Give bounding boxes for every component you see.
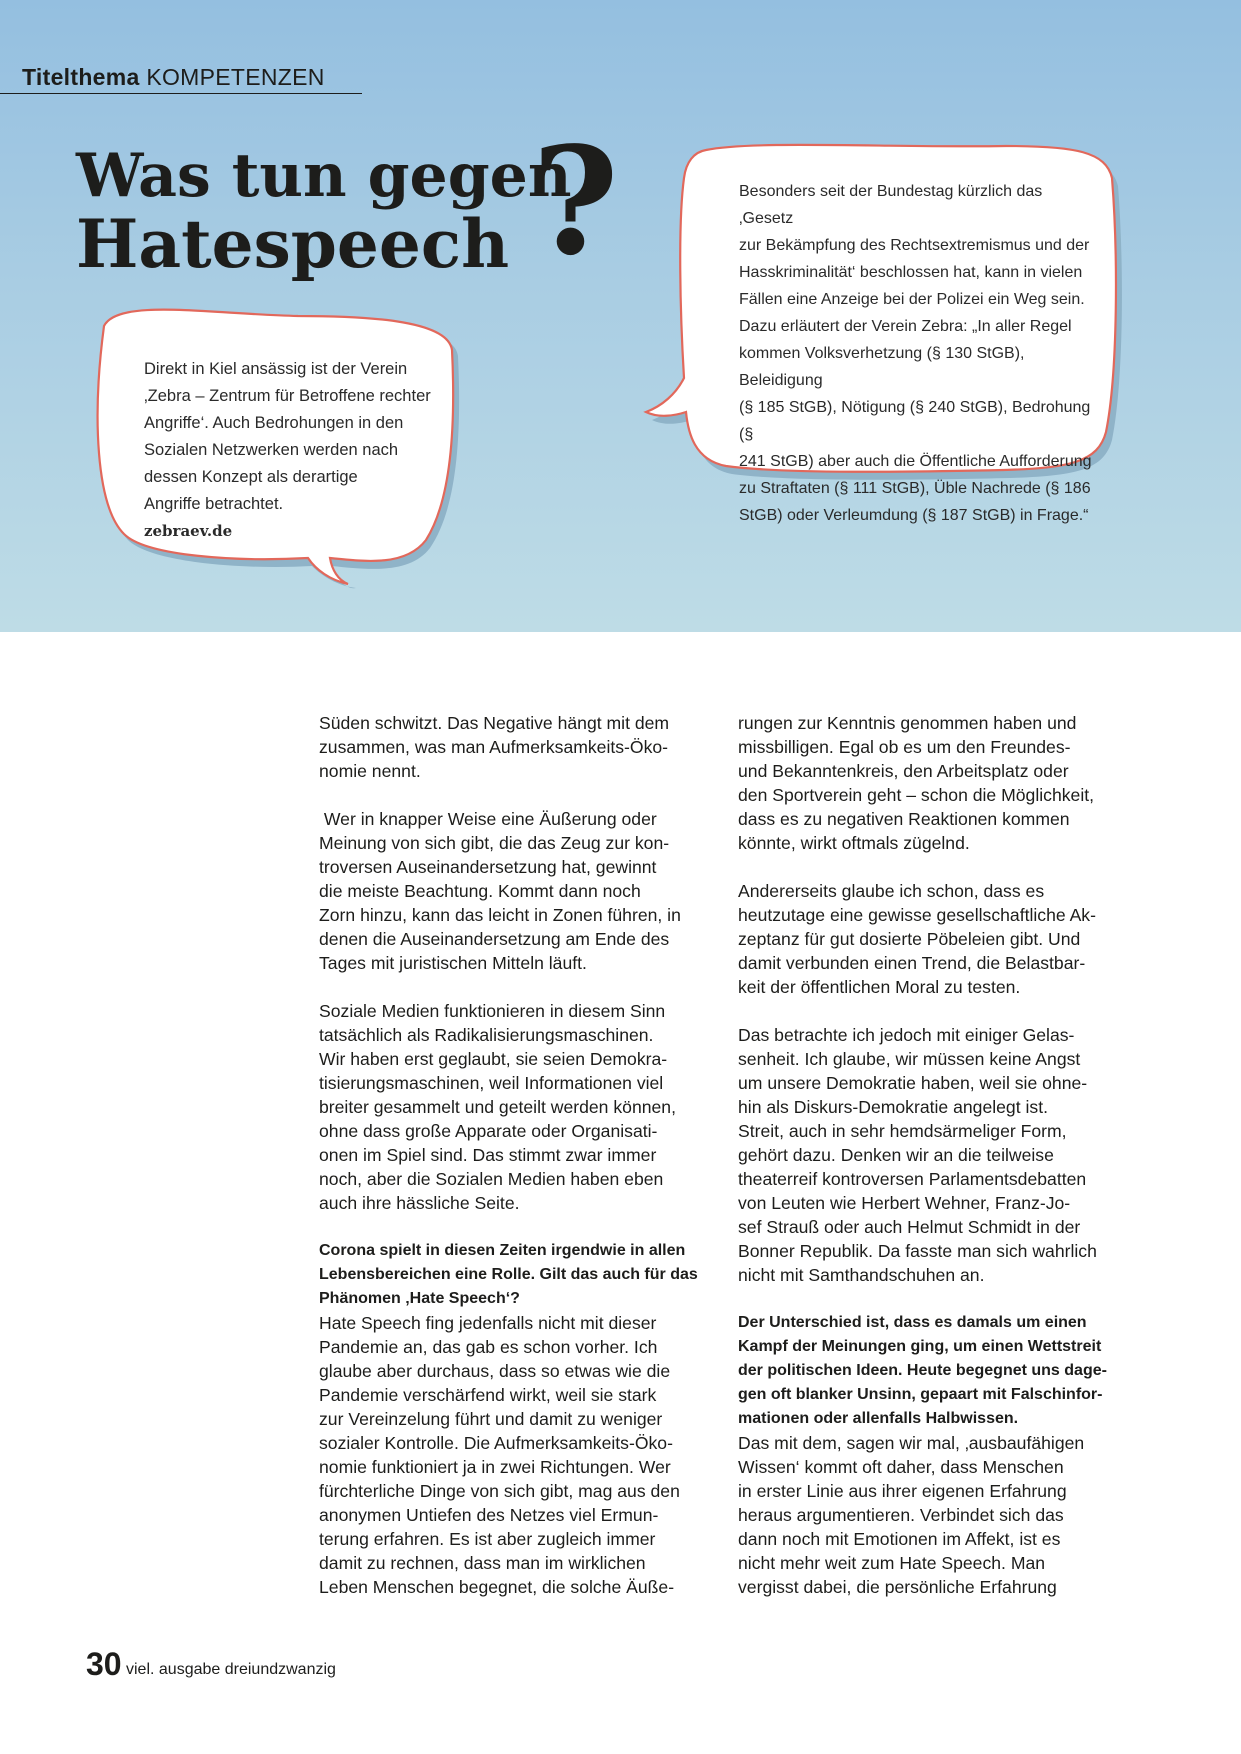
text-line: nicht mit Samthandschuhen an. (738, 1265, 985, 1285)
text-line: könnte, wirkt oftmals zügelnd. (738, 833, 970, 853)
text-line: und Bekanntenkreis, den Arbeitsplatz oder (738, 761, 1069, 781)
zebra-link[interactable]: zebraev.de (144, 522, 233, 540)
text-line: heutzutage eine gewisse gesellschaftliche Ak- (738, 905, 1096, 925)
right-bubble-text (739, 178, 1099, 529)
text-line: ohne dass große Apparate oder Organisati- (319, 1121, 658, 1141)
text-line: nicht mehr weit zum Hate Speech. Man (738, 1553, 1046, 1573)
text-line: senheit. Ich glaube, wir müssen keine Angst (738, 1049, 1081, 1069)
text-line: mationen oder allenfalls Halbwissen. (738, 1410, 1019, 1427)
text-line: onen im Spiel sind. Das stimmt zwar immer (319, 1145, 657, 1165)
text-line: troversen Auseinandersetzung hat, gewinnt (319, 857, 657, 877)
right-bubble-line: zur Bekämpfung des Rechtsextremismus und der (739, 237, 1090, 254)
headline-line-2: Hatespeech (76, 205, 510, 283)
right-bubble-line: Fällen eine Anzeige bei der Polizei ein Weg sein. (739, 291, 1085, 308)
text-line: Pandemie an, das gab es schon vorher. Ich (319, 1337, 658, 1357)
text-line: der politischen Ideen. Heute begegnet uns dage- (738, 1362, 1107, 1379)
text-line: Der Unterschied ist, dass es damals um einen (738, 1314, 1087, 1331)
right-bubble-line: kommen Volksverhetzung (§ 130 StGB), Beleidigung (739, 345, 1025, 389)
text-line: Meinung von sich gibt, die das Zeug zur kon- (319, 833, 670, 853)
headline-question-mark: ? (532, 114, 619, 288)
right-bubble-line: zu Straftaten (§ 111 StGB), Üble Nachrede (§ 186 (739, 480, 1091, 497)
text-line: heraus argumentieren. Verbindet sich das (738, 1505, 1064, 1525)
right-bubble-line: 241 StGB) aber auch die Öffentliche Aufforderung (739, 453, 1092, 470)
text-line: glaube aber durchaus, dass so etwas wie die (319, 1361, 671, 1381)
text-line: theaterreif kontroversen Parlamentsdebatten (738, 1169, 1087, 1189)
text-line: damit zu rechnen, dass man im wirklichen (319, 1553, 646, 1573)
text-line: tatsächlich als Radikalisierungsmaschinen. (319, 1025, 654, 1045)
left-bubble-line: Sozialen Netzwerken werden nach (144, 441, 399, 459)
interview-question (738, 1311, 1128, 1431)
text-line: Wir haben erst geglaubt, sie seien Demokra- (319, 1049, 668, 1069)
section-label-regular: KOMPETENZEN (146, 64, 325, 90)
text-line: dann noch mit Emotionen im Affekt, ist es (738, 1529, 1061, 1549)
article-paragraph (319, 711, 709, 783)
text-line: Tages mit juristischen Mitteln läuft. (319, 953, 587, 973)
publication-name: viel. ausgabe dreiundzwanzig (126, 1661, 336, 1678)
article-paragraph (319, 807, 709, 975)
text-line: Phänomen ‚Hate Speech‘? (319, 1290, 520, 1307)
right-bubble-line: Dazu erläutert der Verein Zebra: „In aller Regel (739, 318, 1072, 335)
headline-line-1: Was tun gegen (76, 141, 572, 211)
left-bubble-line: Angriffe‘. Auch Bedrohungen in den (144, 414, 404, 432)
right-bubble-line: StGB) oder Verleumdung (§ 187 StGB) in Frage.“ (739, 507, 1089, 524)
text-line: breiter gesammelt und geteilt werden können, (319, 1097, 676, 1117)
text-line: zur Vereinzelung führt und damit zu weniger (319, 1409, 663, 1429)
text-line: hin als Diskurs-Demokratie angelegt ist. (738, 1097, 1048, 1117)
text-line: den Sportverein geht – schon die Möglichkeit, (738, 785, 1094, 805)
text-line: Andererseits glaube ich schon, dass es (738, 881, 1045, 901)
text-line: gehört dazu. Denken wir an die teilweise (738, 1145, 1054, 1165)
text-line: fürchterliche Dinge von sich gibt, mag aus den (319, 1481, 680, 1501)
text-line: rungen zur Kenntnis genommen haben und (738, 713, 1077, 733)
text-line: keit der öffentlichen Moral zu testen. (738, 977, 1021, 997)
text-line: in erster Linie aus ihrer eigenen Erfahrung (738, 1481, 1067, 1501)
text-line: Kampf der Meinungen ging, um einen Wettstreit (738, 1338, 1102, 1355)
text-line: Streit, auch in sehr hemdsärmeliger Form, (738, 1121, 1067, 1141)
left-bubble-line: dessen Konzept als derartige (144, 468, 358, 486)
text-line: zeptanz für gut dosierte Pöbeleien gibt. Und (738, 929, 1081, 949)
article-paragraph (738, 1023, 1128, 1287)
text-line: terung erfahren. Es ist aber zugleich immer (319, 1529, 656, 1549)
page-number: 30 (86, 1646, 122, 1682)
left-bubble-line: ‚Zebra – Zentrum für Betroffene rechter (144, 387, 431, 405)
text-line: die meiste Beachtung. Kommt dann noch (319, 881, 641, 901)
text-line: zusammen, was man Aufmerksamkeits-Öko- (319, 737, 669, 757)
text-line: Pandemie verschärfend wirkt, weil sie stark (319, 1385, 657, 1405)
text-line: Corona spielt in diesen Zeiten irgendwie in allen (319, 1242, 686, 1259)
text-line: Lebensbereichen eine Rolle. Gilt das auch für das (319, 1266, 698, 1283)
text-line: auch ihre hässliche Seite. (319, 1193, 520, 1213)
text-line: vergisst dabei, die persönliche Erfahrung (738, 1577, 1057, 1597)
article-column-right (738, 711, 1128, 1623)
text-line: Süden schwitzt. Das Negative hängt mit dem (319, 713, 670, 733)
text-line: Bonner Republik. Da fasste man sich wahrlich (738, 1241, 1097, 1261)
right-bubble-line: Besonders seit der Bundestag kürzlich das ‚Gesetz (739, 183, 1043, 227)
text-line: nomie funktioniert ja in zwei Richtungen. Wer (319, 1457, 671, 1477)
text-line: Wissen‘ kommt oft daher, dass Menschen (738, 1457, 1064, 1477)
text-line: Soziale Medien funktionieren in diesem Sinn (319, 1001, 666, 1021)
text-line: von Leuten wie Herbert Wehner, Franz-Jo- (738, 1193, 1071, 1213)
right-bubble-line: (§ 185 StGB), Nötigung (§ 240 StGB), Bedrohung (§ (739, 399, 1091, 443)
left-bubble-line: Angriffe betrachtet. (144, 495, 284, 513)
text-line: Zorn hinzu, kann das leicht in Zonen führen, in (319, 905, 681, 925)
text-line: Das betrachte ich jedoch mit einiger Gelas- (738, 1025, 1075, 1045)
text-line: sef Strauß oder auch Helmut Schmidt in der (738, 1217, 1081, 1237)
text-line: Das mit dem, sagen wir mal, ‚ausbaufähigen (738, 1433, 1085, 1453)
text-line: Hate Speech fing jedenfalls nicht mit dieser (319, 1313, 657, 1333)
interview-question (319, 1239, 709, 1311)
text-line: denen die Auseinandersetzung am Ende des (319, 929, 670, 949)
article-paragraph (738, 1431, 1128, 1599)
text-line: nomie nennt. (319, 761, 421, 781)
text-line: dass es zu negativen Reaktionen kommen (738, 809, 1070, 829)
text-line: gen oft blanker Unsinn, gepaart mit Falschinfor- (738, 1386, 1103, 1403)
left-bubble-text (144, 356, 444, 545)
text-line: sozialer Kontrolle. Die Aufmerksamkeits-Öko- (319, 1433, 673, 1453)
text-line: Wer in knapper Weise eine Äußerung oder (319, 809, 657, 829)
article-paragraph (319, 1311, 709, 1599)
article-column-left (319, 711, 709, 1623)
text-line: noch, aber die Sozialen Medien haben eben (319, 1169, 664, 1189)
article-paragraph (319, 999, 709, 1215)
right-bubble-line: Hasskriminalität‘ beschlossen hat, kann in vielen (739, 264, 1083, 281)
text-line: damit verbunden einen Trend, die Belastbar- (738, 953, 1086, 973)
text-line: tisierungsmaschinen, weil Informationen viel (319, 1073, 664, 1093)
left-bubble-line: Direkt in Kiel ansässig ist der Verein (144, 360, 408, 378)
section-label-bold: Titelthema (22, 64, 140, 90)
text-line: Leben Menschen begegnet, die solche Äuße- (319, 1577, 675, 1597)
article-paragraph (738, 879, 1128, 999)
text-line: um unsere Demokratie haben, weil sie ohne- (738, 1073, 1088, 1093)
text-line: missbilligen. Egal ob es um den Freundes- (738, 737, 1071, 757)
text-line: anonymen Untiefen des Netzes viel Ermun- (319, 1505, 659, 1525)
article-paragraph (738, 711, 1128, 855)
